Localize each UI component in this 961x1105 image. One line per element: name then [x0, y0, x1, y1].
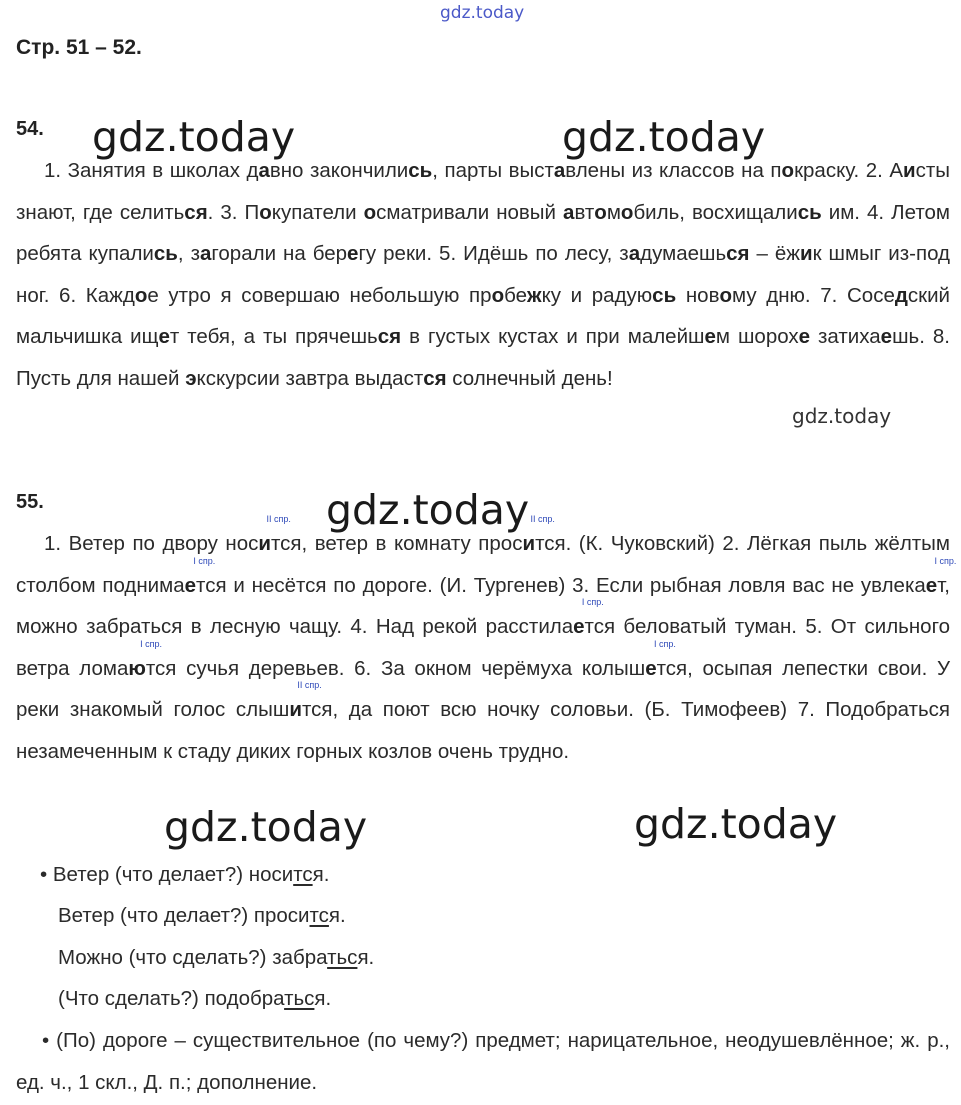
- site-name: gdz.today: [440, 3, 525, 23]
- conjugation-mark: е I спр.: [645, 638, 676, 680]
- conjugation-mark: е I спр.: [573, 597, 604, 638]
- exercise-55-number: 55.: [16, 491, 44, 513]
- watermark: gdz.today: [634, 800, 838, 848]
- watermark: gdz.today: [326, 486, 530, 534]
- conjugation-mark: и II спр.: [522, 514, 555, 555]
- conjugation-mark: и II спр.: [258, 514, 291, 555]
- exercise-55-text: 1. Ветер по двору носи II спр. тся, ветер в комнату проси II спр. тся. (К. Чуковский) 2. Лёгкая пыль жёлтым столбом поднимае I спр. тся и несётся по дороге. (И. Тургенев) 3. Если рыбная ловля вас не увлекае I спр. т, можно забраться в лесную чащу. 4. Над рекой расстилае I спр. тся беловатый туман. 5. От сильного ветра ломаю I спр. тся сучья деревьев. 6. За окном черёмуха колыше I спр. тся, осыпая лепестки свои. У реки знакомый голос слыши II спр. тся, да поют всю ночку соловьи. (Б. Тимофеев) 7. Подобраться незамеченным к стаду диких горных козлов очень трудно.: [16, 514, 957, 763]
- watermark: gdz.today: [792, 404, 892, 428]
- page-reference: Стр. 51 – 52.: [16, 36, 142, 59]
- exercise-54-text: 1. Занятия в школах давно закончились, парты выставлены из классов на покраску. 2. Аисты знают, где селиться. 3. Покупатели осматривали новый автомобиль, восхищались им. 4. Летом ребята купались, загорали на берегу реки. 5. Идёшь по лесу, задумаешься – ёжик шмыг из-под ног. 6. Каждое утро я совершаю небольшую пробежку и радуюсь новому дню. 7. Соседский мальчишка ищет тебя, а ты прячешься в густых кустах и при малейшем шорохе затихаешь. 8. Пусть для нашей экскурсии завтра выдастся солнечный день!: [16, 159, 950, 390]
- conjugation-mark: е I спр.: [184, 555, 216, 597]
- analysis-line-1: • Ветер (что делает?) носится.: [40, 863, 330, 886]
- watermark: gdz.today: [164, 803, 368, 851]
- conjugation-mark: ю I спр.: [128, 638, 163, 680]
- analysis-line-2: Ветер (что делает?) просится.: [58, 904, 346, 927]
- analysis-line-3: Можно (что сделать?) забраться.: [58, 946, 375, 969]
- analysis-line-4: (Что сделать?) подобраться.: [58, 987, 332, 1010]
- watermark: gdz.today: [562, 113, 766, 161]
- conjugation-mark: е I спр.: [925, 555, 957, 597]
- analysis-noun-parse: • (По) дороге – существительное (по чему?) предмет; нарицательное, неодушевлённое; ж. р., ед. ч., 1 скл., Д. п.; дополнение.: [16, 1029, 950, 1094]
- exercise-54-number: 54.: [16, 118, 44, 140]
- conjugation-mark: и II спр.: [289, 680, 322, 721]
- watermark: gdz.today: [92, 113, 296, 161]
